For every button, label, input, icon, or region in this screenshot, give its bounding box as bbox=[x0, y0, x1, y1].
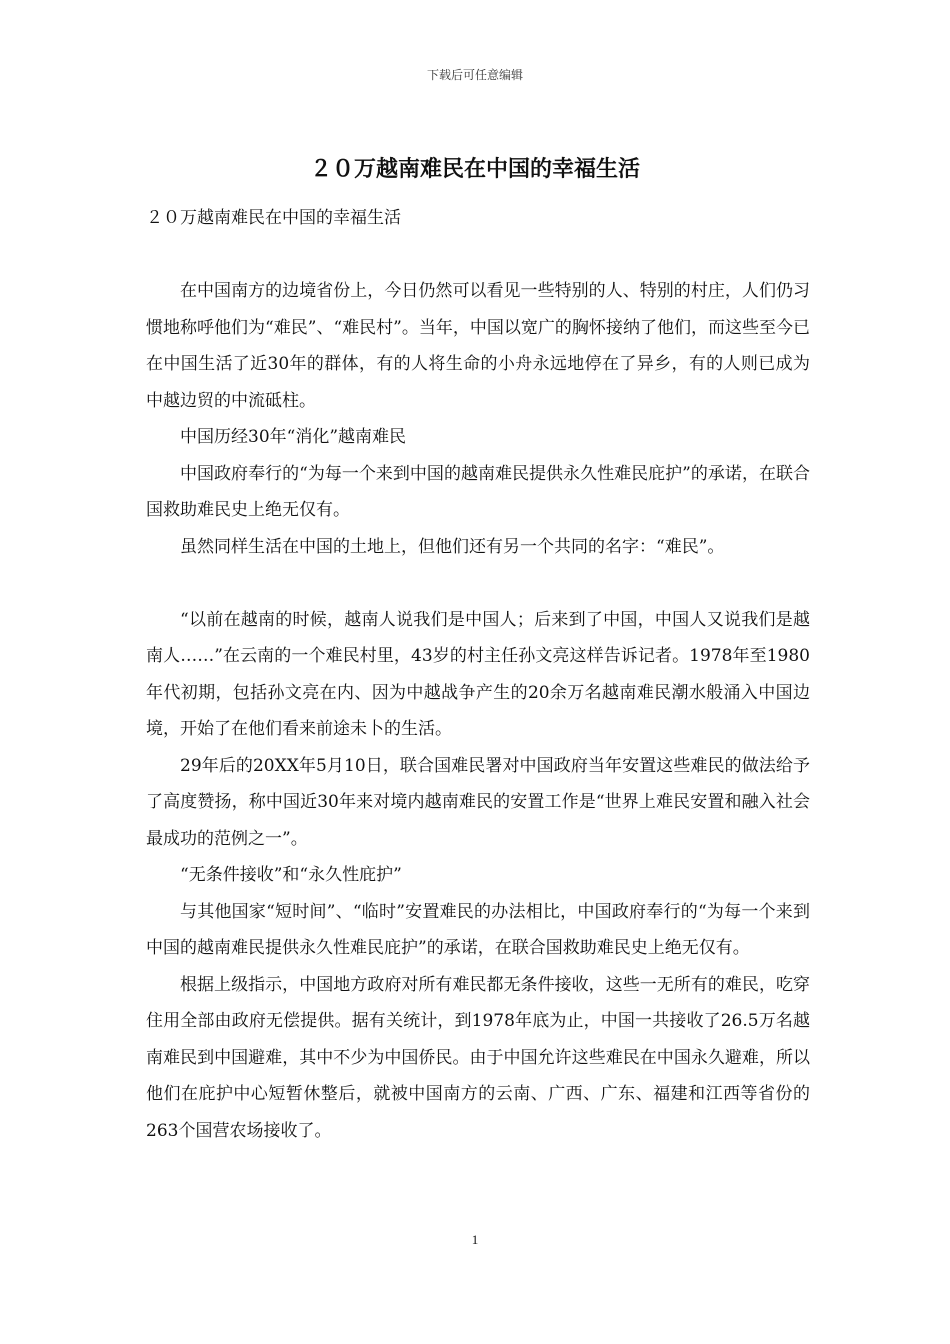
section-heading: “无条件接收”和“永久性庇护” bbox=[180, 865, 402, 885]
header-note: 下载后可任意编辑 bbox=[426, 68, 523, 82]
paragraph: “以前在越南的时候，越南人说我们是中国人；后来到了中国，中国人又说我们是越南人……”在云南的一个难民村里，43岁的村主任孙文亮这样告诉记者。1978年至1980年代初期，包括孙文亮在内、因为中越战争产生的20余万名越南难民潮水般涌入中国边境，开始了在他们看来前途未卜的生活。 bbox=[146, 609, 810, 739]
paragraph: 根据上级指示，中国地方政府对所有难民都无条件接收，这些一无所有的难民，吃穿住用全部由政府无偿提供。据有关统计，到1978年底为止，中国一共接收了26.5万名越南难民到中国避难，其中不少为中国侨民。由于中国允许这些难民在中国永久避难，所以他们在庇护中心短暂休整后，就被中国南方的云南、广西、广东、福建和江西等省份的263个国营农场接收了。 bbox=[146, 974, 810, 1141]
paragraph: 虽然同样生活在中国的土地上，但他们还有另一个共同的名字：“难民”。 bbox=[180, 536, 725, 557]
section-heading: 中国历经30年“消化”越南难民 bbox=[180, 427, 407, 447]
paragraph: 与其他国家“短时间”、“临时”安置难民的办法相比，中国政府奉行的“为每一个来到中国的越南难民提供永久性难民庇护”的承诺，在联合国救助难民史上绝无仅有。 bbox=[146, 901, 810, 958]
document-subtitle: ２０万越南难民在中国的幸福生活 bbox=[146, 208, 401, 228]
paragraph: 中国政府奉行的“为每一个来到中国的越南难民提供永久性难民庇护”的承诺，在联合国救助难民史上绝无仅有。 bbox=[146, 463, 810, 520]
paragraph: 在中国南方的边境省份上，今日仍然可以看见一些特别的人、特别的村庄，人们仍习惯地称呼他们为“难民”、“难民村”。当年，中国以宽广的胸怀接纳了他们，而这些至今已在中国生活了近30年的群体，有的人将生命的小舟永远地停在了异乡，有的人则已成为中越边贸的中流砥柱。 bbox=[146, 281, 810, 411]
page-number: 1 bbox=[471, 1232, 479, 1247]
blank-line bbox=[146, 565, 810, 602]
document-title: ２０万越南难民在中国的幸福生活 bbox=[309, 157, 640, 182]
paragraph: 29年后的20XX年5月10日，联合国难民署对中国政府当年安置这些难民的做法给予了高度赞扬，称中国近30年来对境内越南难民的安置工作是“世界上难民安置和融入社会最成功的范例之一”。 bbox=[146, 755, 810, 849]
document-body bbox=[146, 273, 810, 1149]
